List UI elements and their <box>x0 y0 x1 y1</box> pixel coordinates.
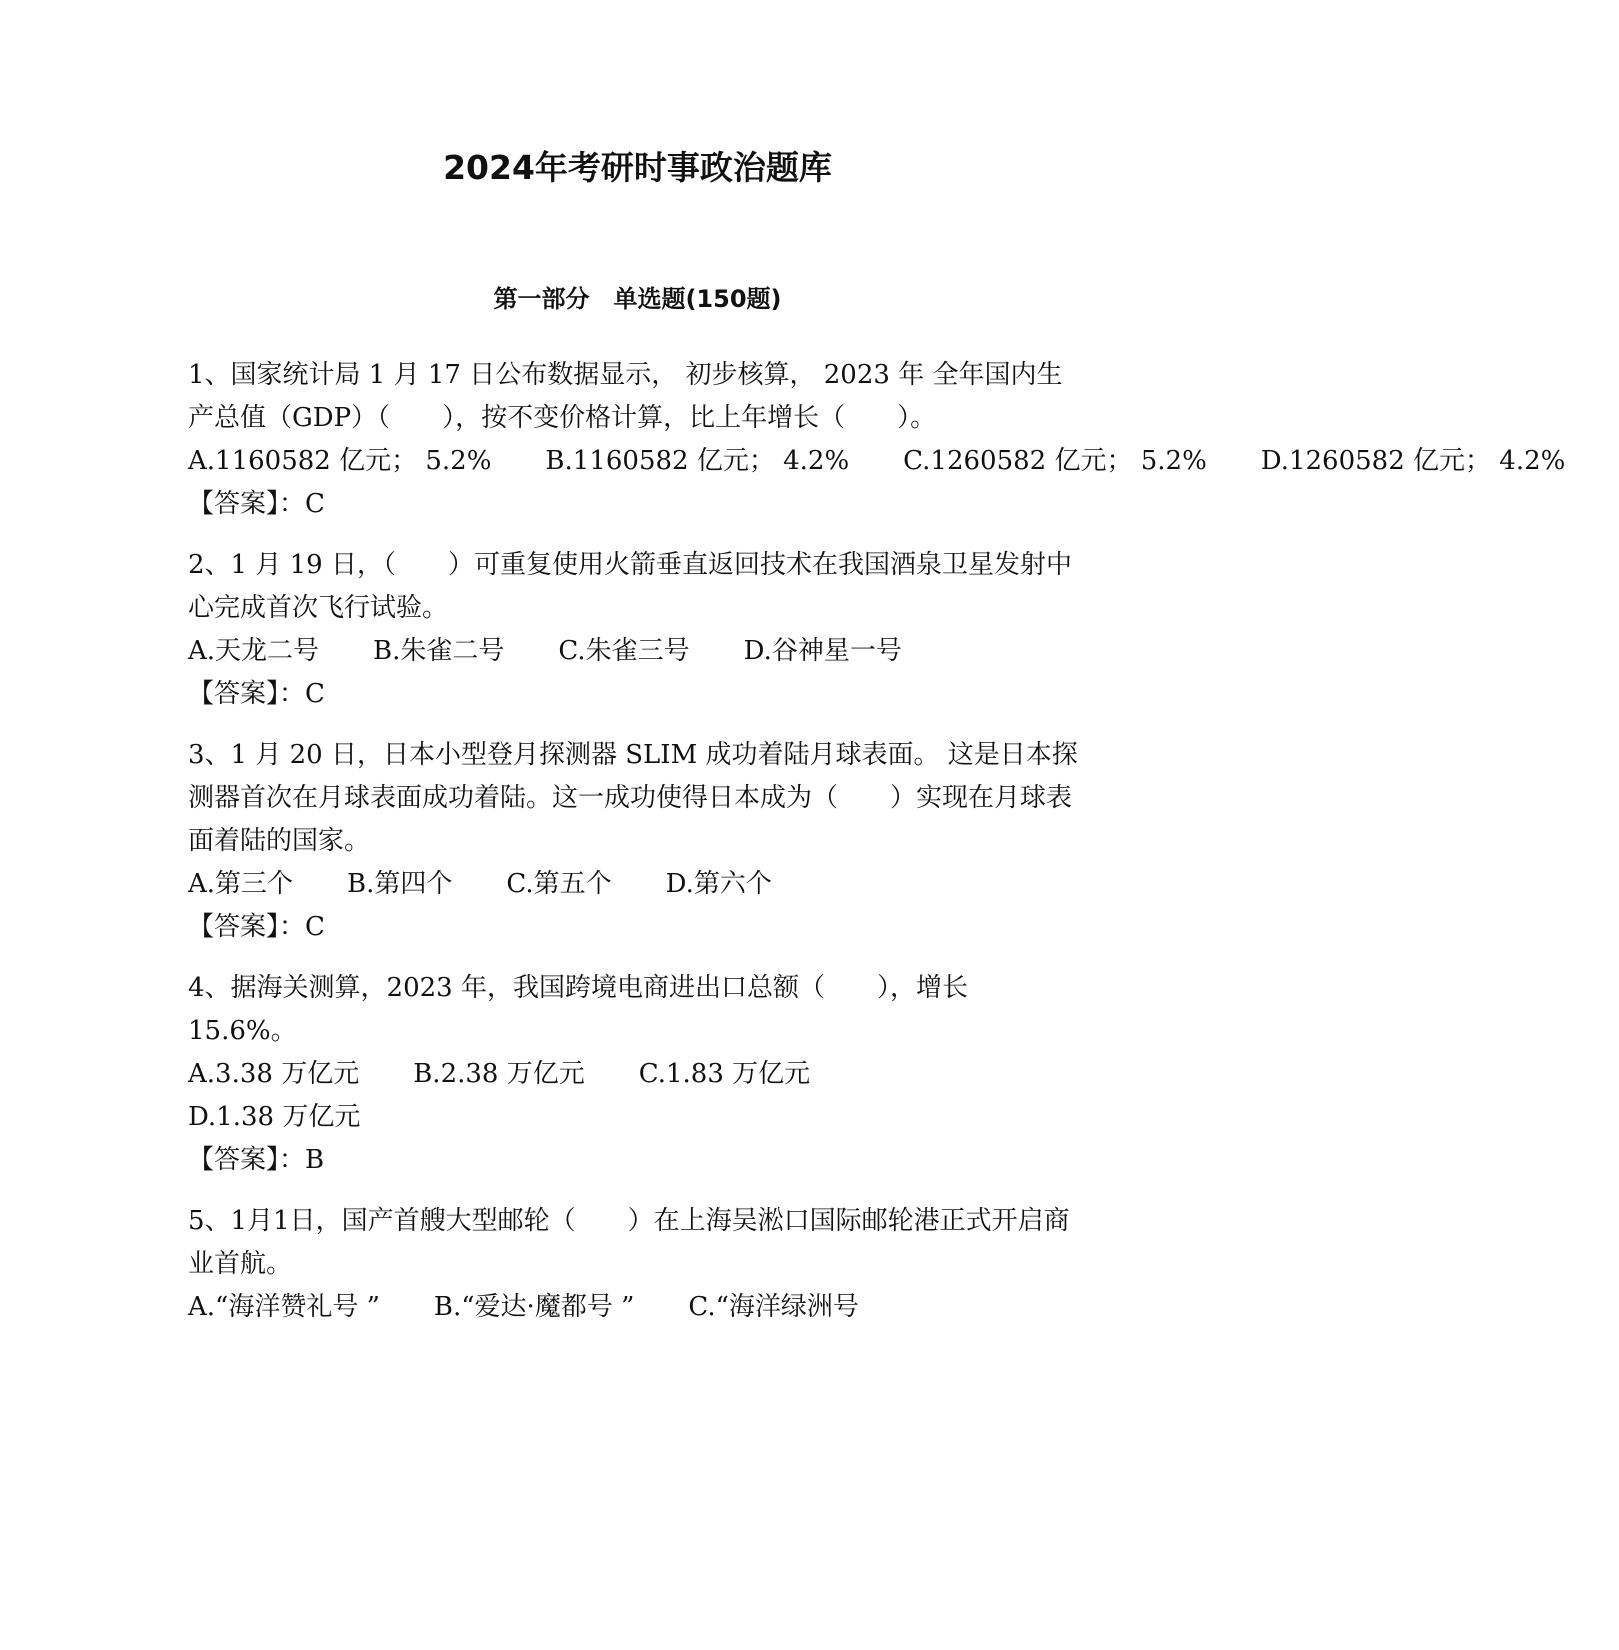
answer-value: B <box>305 1145 325 1175</box>
document-title: 2024年考研时事政治题库 <box>443 148 832 187</box>
option-a: A.1160582 亿元； 5.2% <box>188 446 492 476</box>
option-a: A.天龙二号 <box>188 636 320 666</box>
question-text: 1 月 19 日，（ ）可重复使用火箭垂直返回技术在我国酒泉卫星发射中心完成首次飞行试验。 <box>188 550 1072 623</box>
question-text: 1 月 20 日，日本小型登月探测器 SLIM 成功着陆月球表面。 这是日本探测器首次在月球表面成功着陆。这一成功使得日本成为（ ）实现在月球表面着陆的国家。 <box>188 740 1078 856</box>
answer-line <box>188 1139 1078 1182</box>
answer-label: 【答案】： <box>188 1145 306 1175</box>
answer-line <box>188 906 1078 949</box>
option-b: B.1160582 亿元； 4.2% <box>545 446 850 476</box>
question-1 <box>188 354 1566 526</box>
question-stem <box>188 354 1078 440</box>
question-text: 据海关测算，2023 年，我国跨境电商进出口总额（ ），增长 15.6%。 <box>188 973 968 1046</box>
option-c: C.1260582 亿元； 5.2% <box>903 446 1207 476</box>
option-c: C.朱雀三号 <box>558 636 690 666</box>
answer-value: C <box>305 679 325 709</box>
option-d: D.1.38 万亿元 <box>188 1102 361 1132</box>
option-c: C.“海洋绿洲号 <box>688 1292 859 1322</box>
option-d: D.谷神星一号 <box>743 636 902 666</box>
answer-line <box>188 483 1078 526</box>
option-list <box>188 440 1566 483</box>
question-stem <box>188 1200 1078 1286</box>
question-4 <box>188 967 1078 1182</box>
section-heading: 第一部分 单选题(150题) <box>493 285 782 313</box>
question-stem <box>188 544 1078 630</box>
question-number: 5、 <box>188 1206 231 1236</box>
option-list <box>188 863 1078 906</box>
answer-line <box>188 673 1078 716</box>
option-a: A.3.38 万亿元 <box>188 1059 360 1089</box>
option-list <box>188 630 1078 673</box>
option-d: D.第六个 <box>665 869 772 899</box>
option-b: B.“爱达·魔都号 ” <box>433 1292 635 1322</box>
question-number: 2、 <box>188 550 231 580</box>
option-c: C.第五个 <box>506 869 612 899</box>
question-number: 1、 <box>188 360 231 390</box>
option-b: B.朱雀二号 <box>373 636 505 666</box>
question-3 <box>188 734 1078 949</box>
question-text: 国家统计局 1 月 17 日公布数据显示， 初步核算， 2023 年 全年国内生产总值（GDP）（ ），按不变价格计算，比上年增长（ ）。 <box>188 360 1063 433</box>
question-2 <box>188 544 1078 716</box>
question-list <box>188 354 1566 1329</box>
option-b: B.第四个 <box>347 869 453 899</box>
option-b: B.2.38 万亿元 <box>413 1059 585 1089</box>
question-number: 4、 <box>188 973 231 1003</box>
question-5 <box>188 1200 1078 1329</box>
answer-value: C <box>305 912 325 942</box>
question-stem <box>188 734 1078 863</box>
option-a: A.第三个 <box>188 869 294 899</box>
question-stem <box>188 967 1078 1053</box>
answer-label: 【答案】： <box>188 912 306 942</box>
question-number: 3、 <box>188 740 231 770</box>
question-text: 1月1日，国产首艘大型邮轮（ ）在上海吴淞口国际邮轮港正式开启商业首航。 <box>188 1206 1070 1279</box>
answer-label: 【答案】： <box>188 679 306 709</box>
option-c: C.1.83 万亿元 <box>638 1059 811 1089</box>
option-a: A.“海洋赞礼号 ” <box>188 1292 380 1322</box>
answer-value: C <box>305 489 325 519</box>
option-list <box>188 1286 1078 1329</box>
option-list <box>188 1053 1078 1139</box>
answer-label: 【答案】： <box>188 489 306 519</box>
option-d: D.1260582 亿元； 4.2% <box>1260 446 1566 476</box>
